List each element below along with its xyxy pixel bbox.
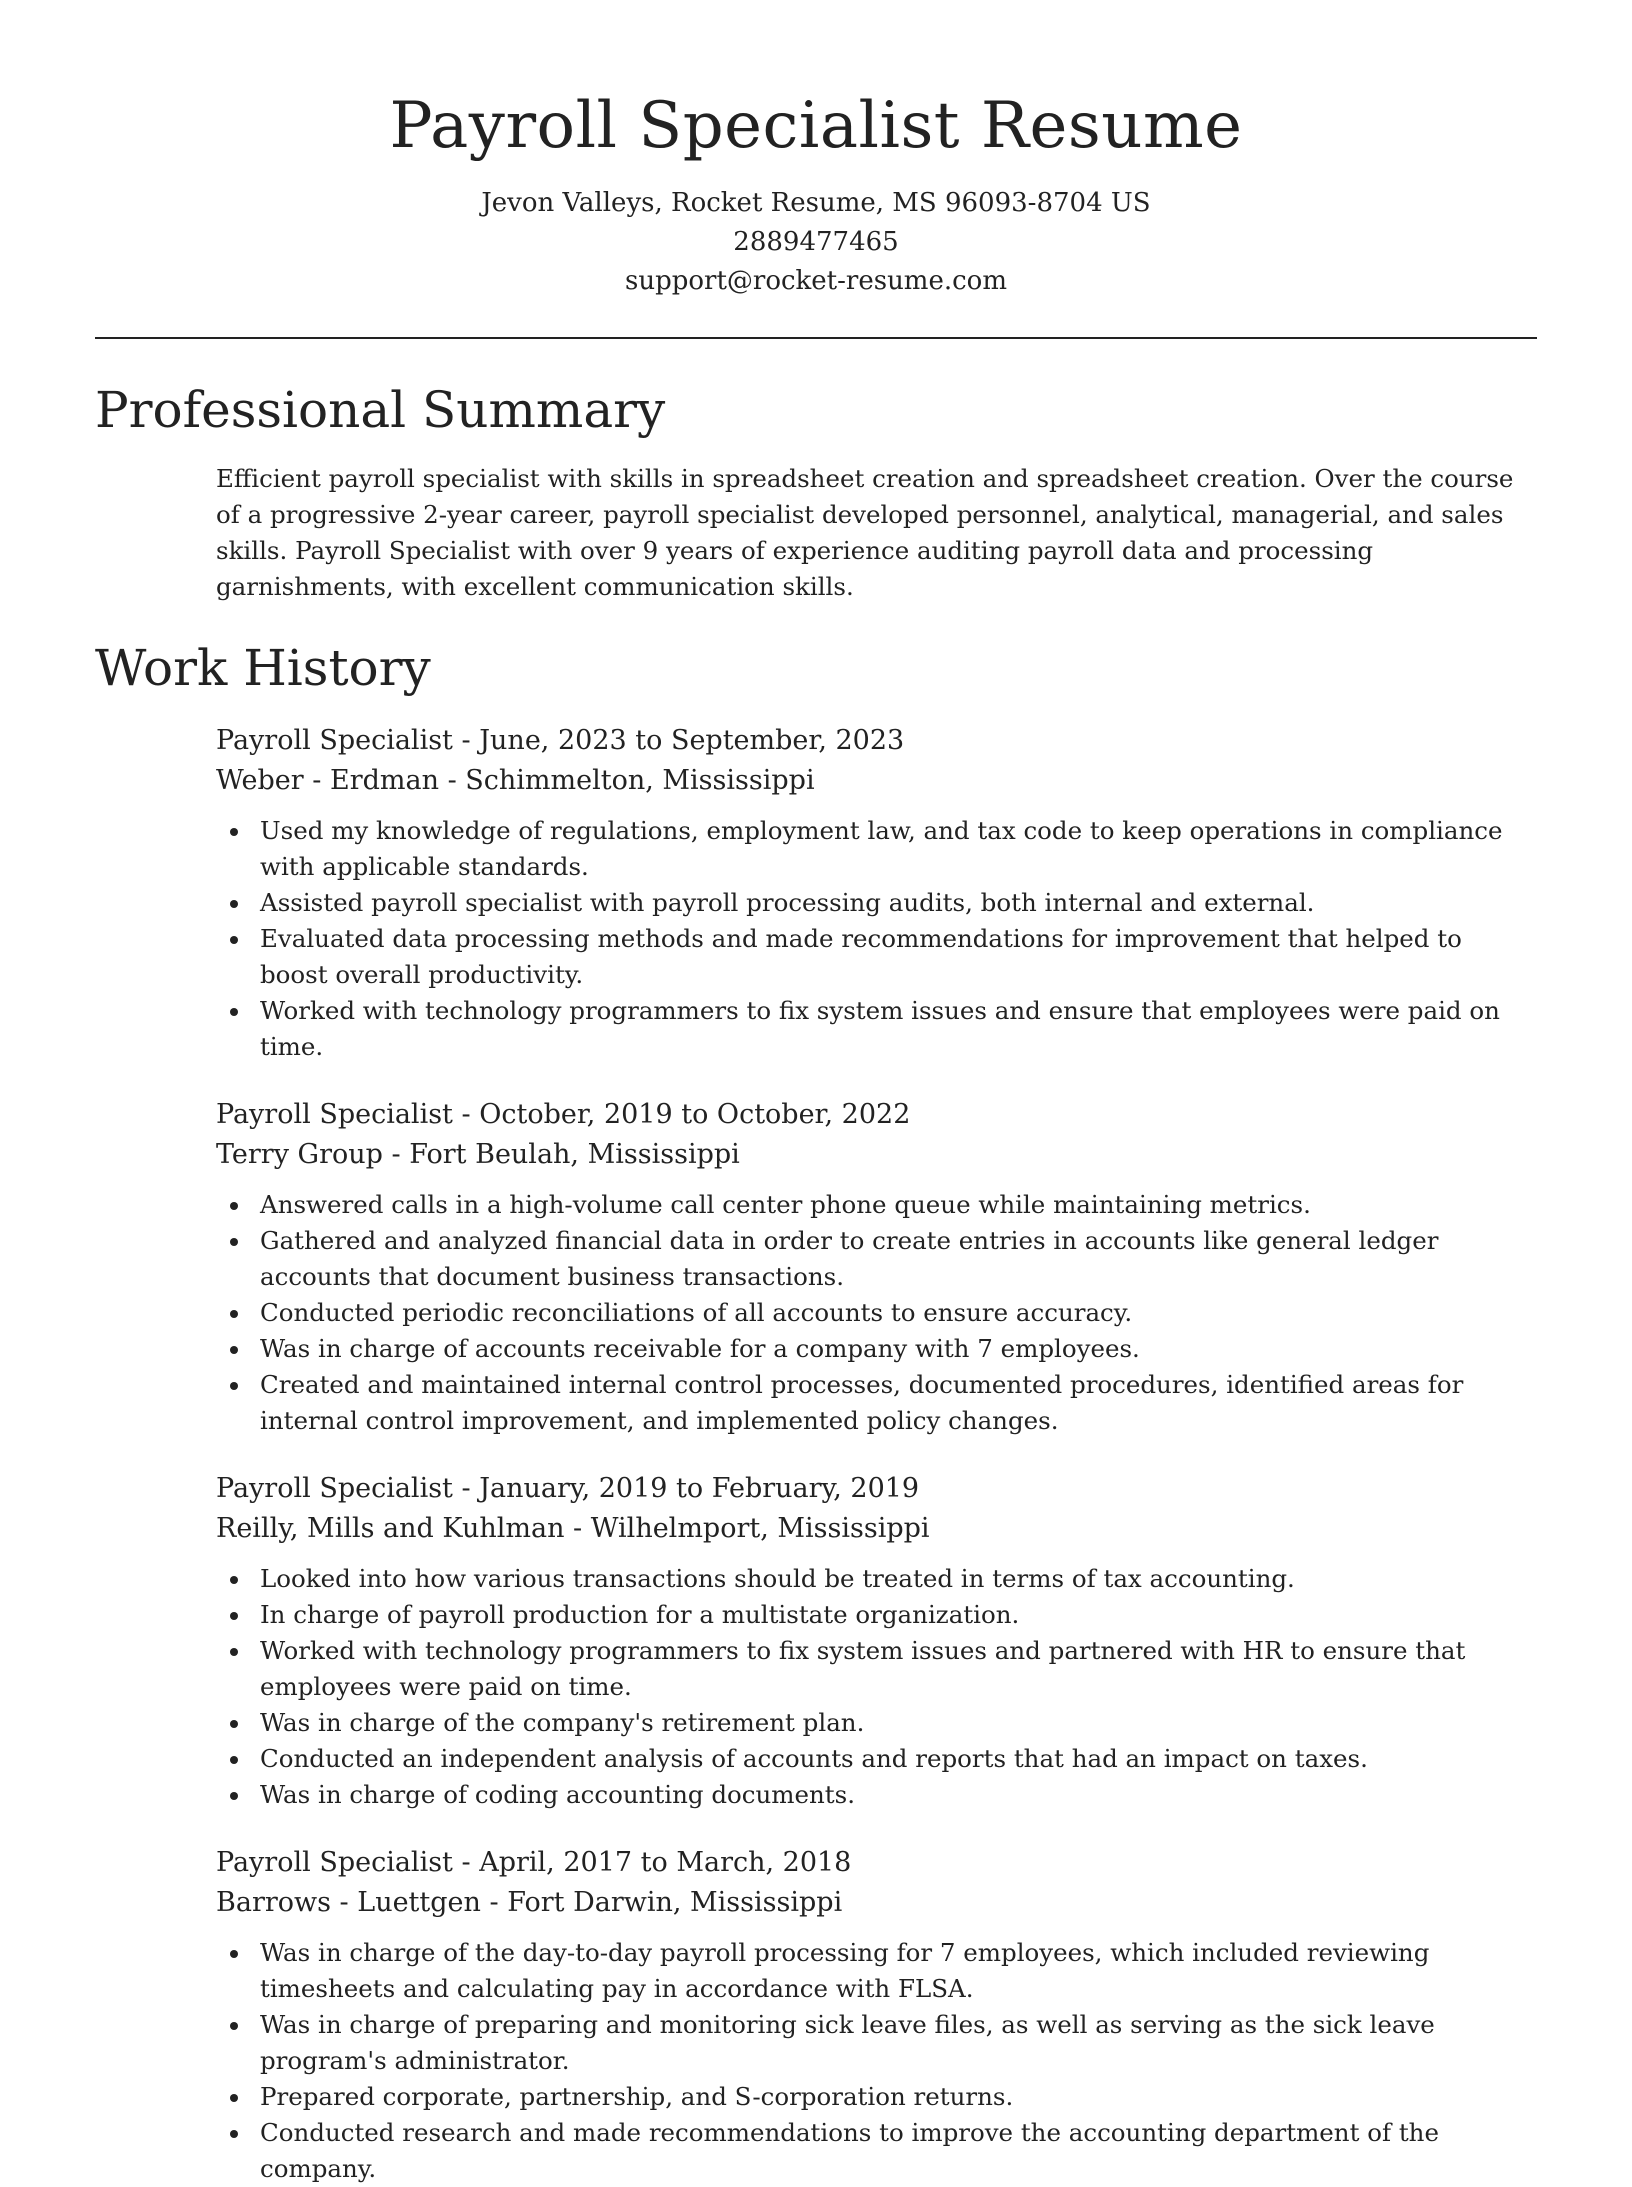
resume-page [95,0,1537,2187]
job-bullet [216,1295,1537,1331]
job-bullet [216,993,1537,1065]
bullet-dot-icon [230,1612,238,1620]
summary-text: Efficient payroll specialist with skills in spreadsheet creation and spreadsheet creation. Over the course of a progressive 2-year career, payroll specialist developed personnel, analytical, managerial, and sales skills. Payroll Specialist with over 9 years of experience auditing payroll data and processing garnishments, with excellent communication skills. [216,464,1514,601]
job-separator: - [564,1513,591,1544]
job-title: Payroll Specialist [216,725,453,756]
job-location: Fort Darwin, Mississippi [507,1887,843,1918]
job-bullet-text: In charge of payroll production for a multistate organization. [260,1600,1020,1629]
summary-heading: Professional Summary [95,381,666,439]
job-bullet [216,885,1537,921]
job-bullet-text: Worked with technology programmers to fix system issues and partnered with HR to ensure that employees were paid on time. [260,1636,1466,1701]
bullet-dot-icon [230,1648,238,1656]
job-bullet [216,1741,1537,1777]
job-bullet-text: Was in charge of coding accounting documents. [260,1780,855,1809]
job-bullet [216,2007,1537,2079]
job-bullet-text: Conducted an independent analysis of accounts and reports that had an impact on taxes. [260,1744,1368,1773]
job-company-line [216,1509,1537,1549]
job-title-line [216,1469,1537,1509]
bullet-dot-icon [230,1382,238,1390]
bullet-dot-icon [230,1008,238,1016]
job-bullet-list [216,1561,1537,1813]
header-divider [95,337,1537,339]
job-bullet-text: Was in charge of the day-to-day payroll processing for 7 employees, which included reviewing timesheets and calculating pay in accordance with FLSA. [260,1938,1430,2003]
job-bullet-text: Was in charge of the company's retirement plan. [260,1708,865,1737]
job-location: Wilhelmport, Mississippi [590,1513,930,1544]
bullet-dot-icon [230,936,238,944]
bullet-dot-icon [230,1202,238,1210]
work-history-list [95,721,1537,2187]
job-bullet-text: Worked with technology programmers to fix system issues and ensure that employees were paid on time. [260,996,1500,1061]
job-bullet [216,1597,1537,1633]
job-bullet-text: Gathered and analyzed financial data in order to create entries in accounts like general ledger accounts that document business transactions. [260,1226,1439,1291]
job-title: Payroll Specialist [216,1847,453,1878]
job-separator: - [452,1099,480,1130]
job-bullet-list [216,1187,1537,1439]
bullet-dot-icon [230,900,238,908]
job-title: Payroll Specialist [216,1473,453,1504]
job-bullet [216,1331,1537,1367]
job-entry [216,1095,1537,1439]
job-bullet [216,2079,1537,2115]
job-company: Weber - Erdman [216,765,439,796]
job-bullet-text: Was in charge of preparing and monitoring sick leave files, as well as serving as the sick leave program's administrator. [260,2010,1435,2075]
bullet-dot-icon [230,828,238,836]
job-bullet [216,1633,1537,1705]
bullet-dot-icon [230,1792,238,1800]
bullet-dot-icon [230,1950,238,1958]
job-title-line [216,1843,1537,1883]
job-separator: - [480,1887,508,1918]
job-bullet [216,1705,1537,1741]
job-bullet [216,1223,1537,1295]
job-bullet-text: Conducted research and made recommendations to improve the accounting department of the company. [260,2118,1439,2183]
job-dates: April, 2017 to March, 2018 [479,1847,852,1878]
job-bullet-text: Prepared corporate, partnership, and S-corporation returns. [260,2082,1014,2111]
job-dates: October, 2019 to October, 2022 [479,1099,911,1130]
bullet-dot-icon [230,1238,238,1246]
job-company-line [216,761,1537,801]
job-entry [216,1843,1537,2187]
job-bullet-list [216,1935,1537,2187]
job-dates: June, 2023 to September, 2023 [479,725,905,756]
job-bullet-list [216,813,1537,1065]
work-history-heading: Work History [95,639,431,697]
job-bullet-text: Evaluated data processing methods and made recommendations for improvement that helped to boost overall productivity. [260,924,1462,989]
job-location: Schimmelton, Mississippi [465,765,815,796]
job-separator: - [382,1139,410,1170]
resume-header [95,0,1537,301]
job-company: Terry Group [216,1139,383,1170]
job-bullet [216,1561,1537,1597]
job-bullet-text: Used my knowledge of regulations, employment law, and tax code to keep operations in compliance with applicable standards. [260,816,1503,881]
bullet-dot-icon [230,2022,238,2030]
job-bullet [216,1935,1537,2007]
contact-info [95,184,1537,301]
job-company: Reilly, Mills and Kuhlman [216,1513,565,1544]
bullet-dot-icon [230,1346,238,1354]
job-separator: - [452,725,480,756]
job-bullet-text: Looked into how various transactions should be treated in terms of tax accounting. [260,1564,1295,1593]
bullet-dot-icon [230,1756,238,1764]
job-dates: January, 2019 to February, 2019 [479,1473,920,1504]
job-bullet [216,1367,1537,1439]
job-entry [216,1469,1537,1813]
job-separator: - [452,1847,480,1878]
bullet-dot-icon [230,1310,238,1318]
bullet-dot-icon [230,1576,238,1584]
job-bullet [216,1777,1537,1813]
job-bullet [216,813,1537,885]
contact-phone: 2889477465 [733,227,899,257]
contact-email: support@rocket-resume.com [624,266,1007,296]
job-separator: - [452,1473,480,1504]
job-bullet-text: Conducted periodic reconciliations of all accounts to ensure accuracy. [260,1298,1133,1327]
job-bullet-text: Assisted payroll specialist with payroll processing audits, both internal and external. [260,888,1315,917]
bullet-dot-icon [230,2130,238,2138]
resume-title: Payroll Specialist Resume [389,89,1243,163]
job-company-line [216,1883,1537,1923]
job-entry [216,721,1537,1065]
job-separator: - [438,765,466,796]
job-bullet-text: Was in charge of accounts receivable for a company with 7 employees. [260,1334,1140,1363]
bullet-dot-icon [230,2094,238,2102]
job-title: Payroll Specialist [216,1099,453,1130]
job-bullet [216,1187,1537,1223]
job-company: Barrows - Luettgen [216,1887,481,1918]
job-bullet [216,2115,1537,2187]
bullet-dot-icon [230,1720,238,1728]
job-title-line [216,721,1537,761]
job-bullet-text: Created and maintained internal control processes, documented procedures, identified areas for internal control improvement, and implemented policy changes. [260,1370,1464,1435]
contact-address: Jevon Valleys, Rocket Resume, MS 96093-8704 US [481,188,1151,218]
job-bullet [216,921,1537,993]
job-location: Fort Beulah, Mississippi [409,1139,740,1170]
job-title-line [216,1095,1537,1135]
job-bullet-text: Answered calls in a high-volume call center phone queue while maintaining metrics. [260,1190,1311,1219]
job-company-line [216,1135,1537,1175]
